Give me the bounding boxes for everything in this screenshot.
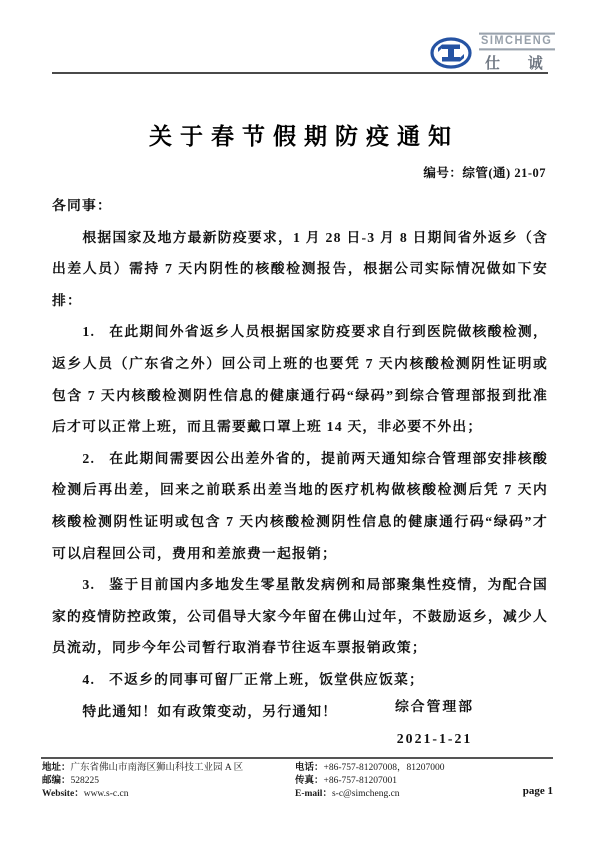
fax-label: 传真： <box>295 775 324 786</box>
address-label: 地址： <box>42 763 71 773</box>
footer-email-row <box>295 788 553 801</box>
item-number: 1. <box>82 324 96 340</box>
notice-body <box>52 190 548 727</box>
email-value: s-c@simcheng.cn <box>331 788 400 799</box>
item-number: 3. <box>82 577 96 593</box>
zip-label: 邮编： <box>42 775 71 786</box>
header-divider <box>52 72 548 74</box>
salutation: 各同事： <box>52 198 112 213</box>
signature-date: 2021-1-21 <box>396 731 473 746</box>
logo-wordmark <box>479 33 555 73</box>
item-number: 2. <box>82 450 96 466</box>
footer <box>42 762 553 800</box>
page-title: 关于春节假期防疫通知 <box>149 124 459 149</box>
footer-right-column <box>295 762 553 800</box>
doc-number: 编号：综管(通) 21-07 <box>423 166 546 180</box>
footer-zip-row <box>42 775 295 788</box>
intro-paragraph: 根据国家及地方最新防疫要求，1 月 28 日-3 月 8 日期间省外返乡（含出差人员）需持 7 天内阴性的核酸检测报告，根据公司实际情况做如下安排： <box>52 229 548 308</box>
email-label: E-mail： <box>295 788 332 799</box>
phone-label: 电话： <box>295 763 324 773</box>
footer-address-row <box>42 762 295 775</box>
website-value: www.s-c.cn <box>83 788 129 799</box>
signature-department: 综合管理部 <box>395 699 474 714</box>
website-label: Website： <box>42 788 84 799</box>
closing-line: 特此通知！如有政策变动，另行通知！ <box>82 703 338 719</box>
page-number: page 1 <box>522 785 553 797</box>
zip-value: 528225 <box>70 775 100 786</box>
notice-item-3 <box>52 569 548 664</box>
footer-left-column <box>42 762 295 800</box>
phone-value: +86-757-81207008，81207000 <box>323 763 445 773</box>
footer-phone-row <box>295 762 553 775</box>
notice-item-1 <box>52 316 548 442</box>
item-text: 不返乡的同事可留厂正常上班，饭堂供应饭菜； <box>109 671 425 687</box>
footer-fax-row <box>295 775 553 788</box>
item-text: 在此期间需要因公出差外省的，提前两天通知综合管理部安排核酸检测后再出差，回来之前联系出差当地的医疗机构做核酸检测后凭 7 天内核酸检测阴性证明或包含 7 天内核酸检测阴性信息的健康通行码“绿码”才可以启程回公司，费用和差旅费一起报销； <box>52 450 548 561</box>
item-text: 鉴于目前国内多地发生零星散发病例和局部聚集性疫情，为配合国家的疫情防控政策，公司倡导大家今年留在佛山过年，不鼓励返乡，减少人员流动，同步今年公司暂行取消春节往返车票报销政策； <box>52 577 548 656</box>
logo-brand-cn: 仕 诚 <box>485 56 555 72</box>
fax-value: +86-757-81207001 <box>323 775 397 786</box>
item-number: 4. <box>82 671 96 687</box>
footer-website-row <box>42 788 295 801</box>
item-text: 在此期间外省返乡人员根据国家防疫要求自行到医院做核酸检测，返乡人员（广东省之外）回公司上班的也要凭 7 天内核酸检测阴性证明或包含 7 天内核酸检测阴性信息的健康通行码“绿码”到综合管理部报到批准后才可以正常上班，而且需要戴口罩上班 14 天，非必要不外出； <box>52 324 548 435</box>
address-value: 广东省佛山市南海区狮山科技工业园 A 区 <box>70 763 244 773</box>
footer-divider <box>41 757 553 759</box>
signature-block <box>395 691 474 755</box>
company-logo <box>430 33 555 73</box>
notice-item-2 <box>52 443 548 569</box>
logo-sc-emblem-icon <box>430 37 472 69</box>
logo-brand-en: SIMCHENG <box>479 33 555 51</box>
